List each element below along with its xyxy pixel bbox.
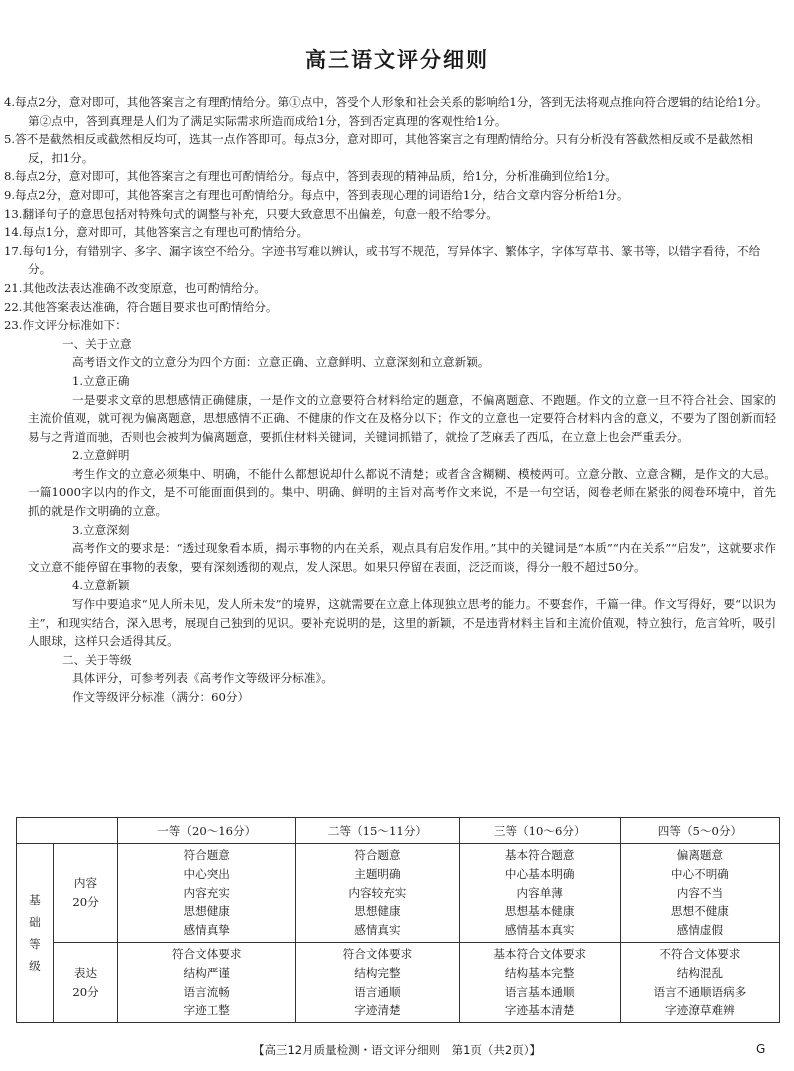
expression-grade-4-cell: 不符合文体要求 结构混乱 语言不通顺语病多 字迹潦草难辨 <box>620 942 779 1022</box>
page-footer: 【高三12月质量检测・语文评分细则 第1页（共2页）】 <box>252 1043 541 1057</box>
content-grade-4-cell: 偏离题意 中心不明确 内容不当 思想不健康 感情虚假 <box>620 844 779 943</box>
expression-grade-1-cell: 符合文体要求 结构严谨 语言流畅 字迹工整 <box>118 942 296 1022</box>
rule-item-23: 23.作文评分标准如下： <box>4 318 127 333</box>
section-intro-theme: 高考语文作文的立意分为四个方面：立意正确、立意鲜明、立意深刻和立意新颖。 <box>72 355 490 370</box>
subheading-correct: 1.立意正确 <box>72 373 130 388</box>
expression-grade-3-cell: 基本符合文体要求 结构基本完整 语言基本通顺 字迹基本清楚 <box>459 942 620 1022</box>
content-grade-3-cell: 基本符合题意 中心基本明确 内容单薄 思想基本健康 感情基本真实 <box>459 844 620 943</box>
grading-table-wrapper <box>16 817 780 1023</box>
section-heading-grades: 二、关于等级 <box>62 652 132 667</box>
rule-item-21: 21.其他改法表达准确不改变原意，也可酌情给分。 <box>4 280 266 295</box>
table-header-row <box>17 818 780 844</box>
subheading-distinct: 2.立意鲜明 <box>72 448 130 463</box>
table-corner-cell <box>17 818 118 844</box>
expression-grade-2-cell: 符合文体要求 结构完整 语言通顺 字迹清楚 <box>296 942 459 1022</box>
footer-version-letter: G <box>756 1042 766 1056</box>
paragraph-distinct: 考生作文的立意必须集中、明确，不能什么都想说却什么都说不清楚；或者含含糊糊、模棱两可。立意分散、立意含糊，是作文的大忌。一篇1000字以内的作文，是不可能面面俱到的。集中、明确、鲜明的主旨对高考作文来说，不是一句空话，阅卷老师在紧张的阅卷环境中，首先抓的就是作文明确的立意。 <box>28 466 776 519</box>
category-cell-basic: 基 础 等 级 <box>17 844 54 1023</box>
table-row-expression <box>17 942 780 1022</box>
rule-item-8: 8.每点2分，意对即可，其他答案言之有理也可酌情给分。每点中，答到表现的精神品质，给1分，分析准确到位给1分。 <box>4 169 617 184</box>
header-grade-1: 一等（20～16分） <box>118 818 296 844</box>
rule-item-9: 9.每点2分，意对即可，其他答案言之有理也可酌情给分。每点中，答到表现心理的词语给1分，结合文章内容分析给1分。 <box>4 187 629 202</box>
rule-item-5: 5.答不是截然相反或截然相反均可，选其一点作答即可。每点3分，意对即可，其他答案言之有理酌情给分。只有分析没有答截然相反或不是截然相反，扣1分。 <box>4 132 753 165</box>
row-label-content: 内容 20分 <box>53 844 117 943</box>
header-grade-3: 三等（10～6分） <box>459 818 620 844</box>
table-caption: 作文等级评分标准（满分：60分） <box>72 690 250 704</box>
header-grade-2: 二等（15～11分） <box>296 818 459 844</box>
subheading-novel: 4.立意新颖 <box>72 578 130 593</box>
rule-item-4: 4.每点2分，意对即可，其他答案言之有理酌情给分。第①点中，答受个人形象和社会关系的影响给1分，答到无法将观点推向符合逻辑的结论给1分。第②点中，答到真理是人们为了满足实际需求所造而成给1分，答到否定真理的客观性给1分。 <box>4 95 768 128</box>
grading-table <box>16 817 780 1023</box>
paragraph-correct: 一是要求文章的思想感情正确健康，一是作文的立意要符合材料给定的题意，不偏离题意、不跑题。作文的立意一旦不符合社会、国家的主流价值观，就可视为偏离题意，思想感情不正确、不健康的作文在及格分以下；作文的立意也一定要符合材料内含的意义，不要为了图创新而轻易与之背道而驰，否则也会被判为偏离题意，要抓住材料关键词，关键词抓错了，就捡了芝麻丢了西瓜，在立意上也会严重丢分。 <box>28 392 776 444</box>
paragraph-novel: 写作中要追求“见人所未见，发人所未发”的境界，这就需要在立意上体现独立思考的能力。不要套作，千篇一律。作文写得好，要“以识为主”，和现实结合，深入思考，展现自己独到的见识。要补充说明的是，这里的新颖，不是违背材料主旨和主流价值观，特立独行，危言耸听，吸引人眼球，这样只会适得其反。 <box>28 597 776 649</box>
rule-item-14: 14.每点1分，意对即可，其他答案言之有理也可酌情给分。 <box>4 225 309 240</box>
rule-item-22: 22.其他答案表达准确，符合题目要求也可酌情给分。 <box>4 299 278 314</box>
section-intro-grades: 具体评分，可参考列表《高考作文等级评分标准》。 <box>72 671 333 686</box>
rule-item-17: 17.每句1分，有错别字、多字、漏字该空不给分。字迹书写难以辨认，或书写不规范，写异体字、繁体字，字体写草书、篆书等，以错字看待，不给分。 <box>4 243 761 277</box>
row-label-expression: 表达 20分 <box>53 942 117 1022</box>
content-grade-2-cell: 符合题意 主题明确 内容较充实 思想健康 感情真实 <box>296 844 459 943</box>
rule-item-13: 13.翻译句子的意思包括对特殊句式的调整与补充，只要大致意思不出偏差，句意一般不给零分。 <box>4 206 498 221</box>
subheading-profound: 3.立意深刻 <box>72 522 130 537</box>
section-heading-theme: 一、关于立意 <box>62 336 132 351</box>
scoring-rules-body <box>4 93 776 707</box>
content-grade-1-cell: 符合题意 中心突出 内容充实 思想健康 感情真挚 <box>118 844 296 943</box>
table-row-content <box>17 844 780 943</box>
paragraph-profound: 高考作文的要求是：“透过现象看本质，揭示事物的内在关系，观点具有启发作用。”其中的关键词是“本质”“内在关系”“启发”，这就要求作文立意不能停留在事物的表象，要有深刻透彻的观点，发人深思。如果只停留在表面，泛泛而谈，得分一般不超过50分。 <box>28 541 776 574</box>
page-title: 高三语文评分细则 <box>305 48 489 72</box>
header-grade-4: 四等（5～0分） <box>620 818 779 844</box>
